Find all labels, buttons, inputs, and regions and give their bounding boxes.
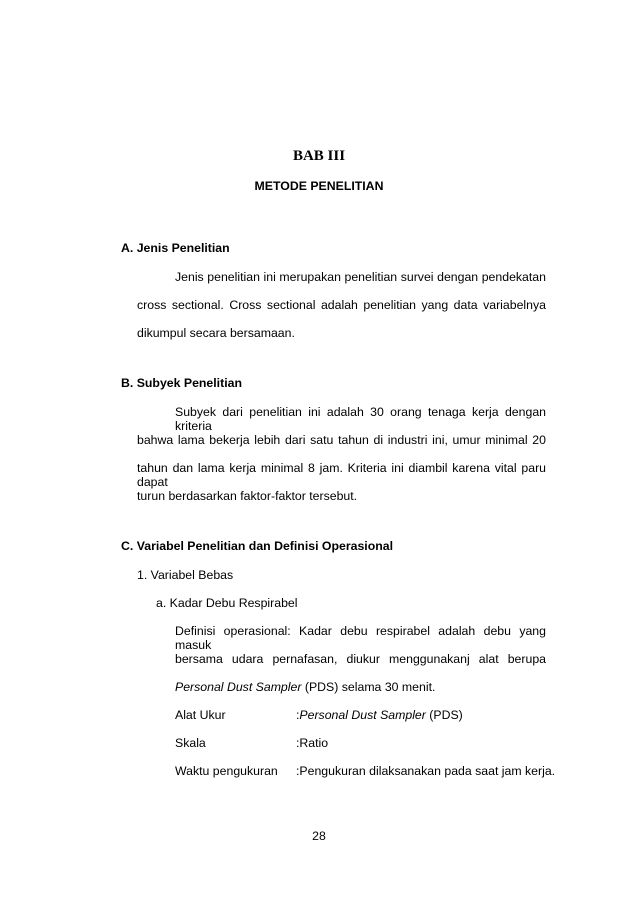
definition-line-3-rest: (PDS) selama 30 menit. [301, 680, 436, 694]
instrument-name: Personal Dust Sampler [175, 680, 302, 694]
row-value-alat-ukur [296, 708, 463, 722]
row-colon: : [296, 764, 300, 778]
section-a-heading: A. Jenis Penelitian [121, 241, 230, 255]
definition-line-3 [175, 680, 435, 694]
row-value-italic: Personal Dust Sampler [299, 708, 426, 722]
section-a-line-2: cross sectional. Cross sectional adalah penelitian yang data variabelnya [137, 298, 546, 312]
row-value-waktu [296, 764, 555, 778]
row-colon: : [296, 708, 300, 722]
row-value-text: Ratio [299, 736, 329, 750]
row-label-alat-ukur: Alat Ukur [175, 708, 226, 722]
page-number: 28 [312, 829, 326, 843]
chapter-heading: BAB III [292, 148, 346, 164]
section-c-heading: C. Variabel Penelitian dan Definisi Operasional [121, 539, 393, 553]
definition-line-2: bersama udara pernafasan, diukur menggunakanj alat berupa [175, 652, 546, 666]
section-a-line-3: dikumpul secara bersamaan. [137, 326, 295, 340]
definition-line-1: Definisi operasional: Kadar debu respirabel adalah debu yang masuk [175, 624, 546, 652]
row-value-skala [296, 736, 328, 750]
section-b-line-4: turun berdasarkan faktor-faktor tersebut. [137, 489, 358, 503]
row-value-text: Pengukuran dilaksanakan pada saat jam kerja. [299, 764, 556, 778]
list-item-kadar-debu: a. Kadar Debu Respirabel [156, 596, 298, 610]
chapter-title: METODE PENELITIAN [254, 179, 384, 193]
section-b-line-1: Subyek dari penelitian ini adalah 30 orang tenaga kerja dengan kriteria [175, 405, 546, 433]
section-b-heading: B. Subyek Penelitian [121, 376, 242, 390]
section-b-line-2: bahwa lama bekerja lebih dari satu tahun di industri ini, umur minimal 20 [137, 433, 546, 447]
section-b-line-3: tahun dan lama kerja minimal 8 jam. Kriteria ini diambil karena vital paru dapat [137, 461, 546, 489]
row-colon: : [296, 736, 300, 750]
row-value-text: (PDS) [425, 708, 463, 722]
list-item-variabel-bebas: 1. Variabel Bebas [137, 568, 234, 582]
row-label-waktu: Waktu pengukuran [175, 764, 278, 778]
section-a-line-1: Jenis penelitian ini merupakan penelitian survei dengan pendekatan [175, 270, 546, 284]
row-label-skala: Skala [175, 736, 206, 750]
